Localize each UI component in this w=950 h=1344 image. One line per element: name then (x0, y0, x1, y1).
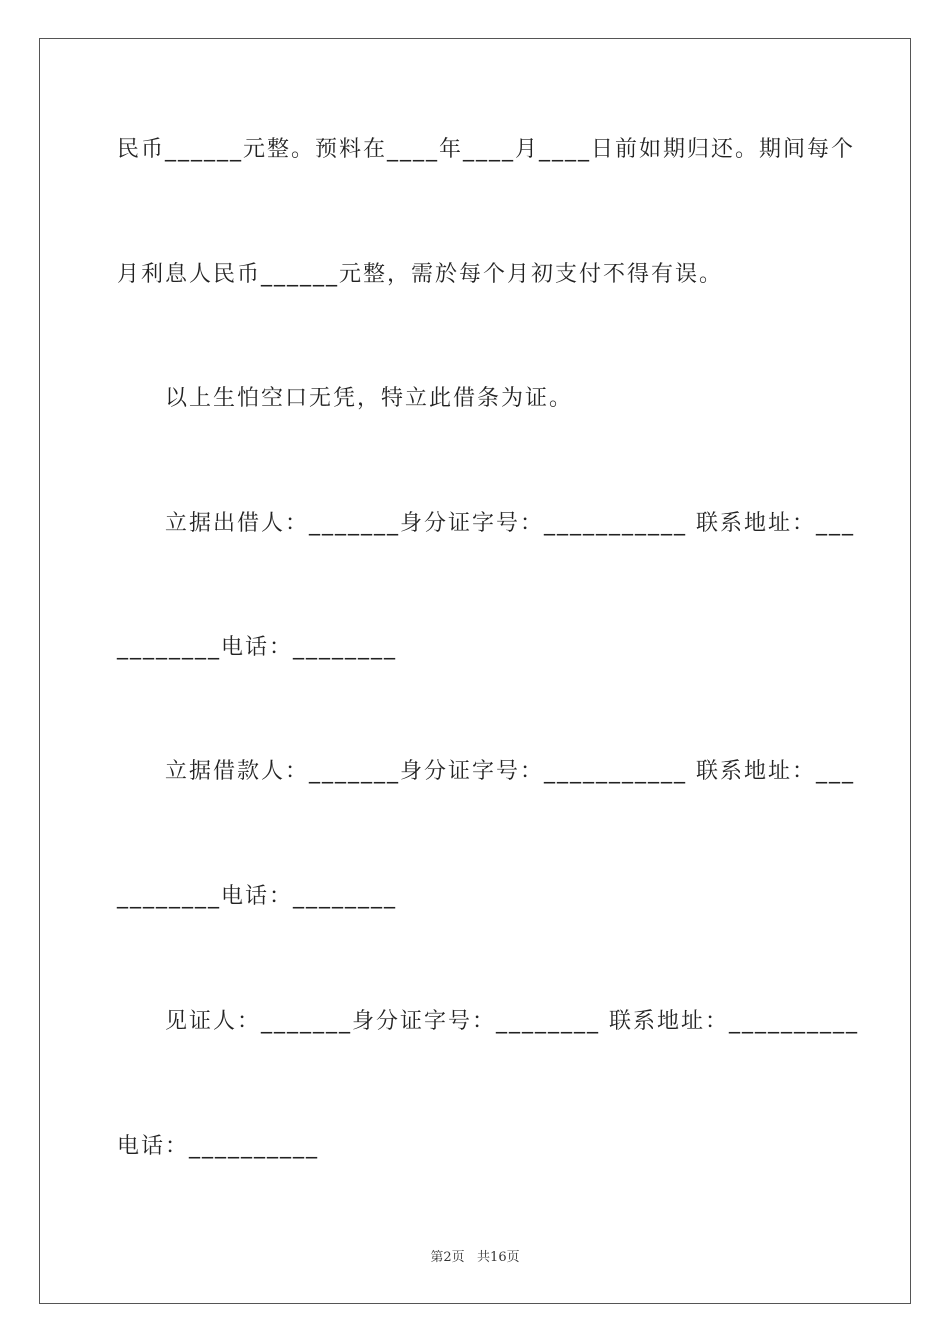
paragraph-line-amount: 民币______元整。预料在____年____月____日前如期归还。期间每个 (117, 137, 856, 162)
borrower-info-line: 立据借款人：_______身分证字号：___________ 联系地址：___ (165, 759, 855, 784)
lender-phone-line: ________电话：________ (117, 635, 398, 660)
witness-info-line: 见证人：_______身分证字号：________ 联系地址：__________ (165, 1009, 859, 1034)
lender-info-line: 立据出借人：_______身分证字号：___________ 联系地址：___ (165, 511, 855, 536)
page-number-footer: 第2页 共16页 (430, 1250, 520, 1265)
borrower-phone-line: ________电话：________ (117, 884, 398, 909)
witness-phone-line: 电话：__________ (117, 1134, 320, 1159)
paragraph-line-interest: 月利息人民币______元整，需於每个月初支付不得有误。 (117, 262, 724, 287)
page-frame (39, 38, 911, 1304)
paragraph-line-proof: 以上生怕空口无凭，特立此借条为证。 (165, 386, 574, 411)
